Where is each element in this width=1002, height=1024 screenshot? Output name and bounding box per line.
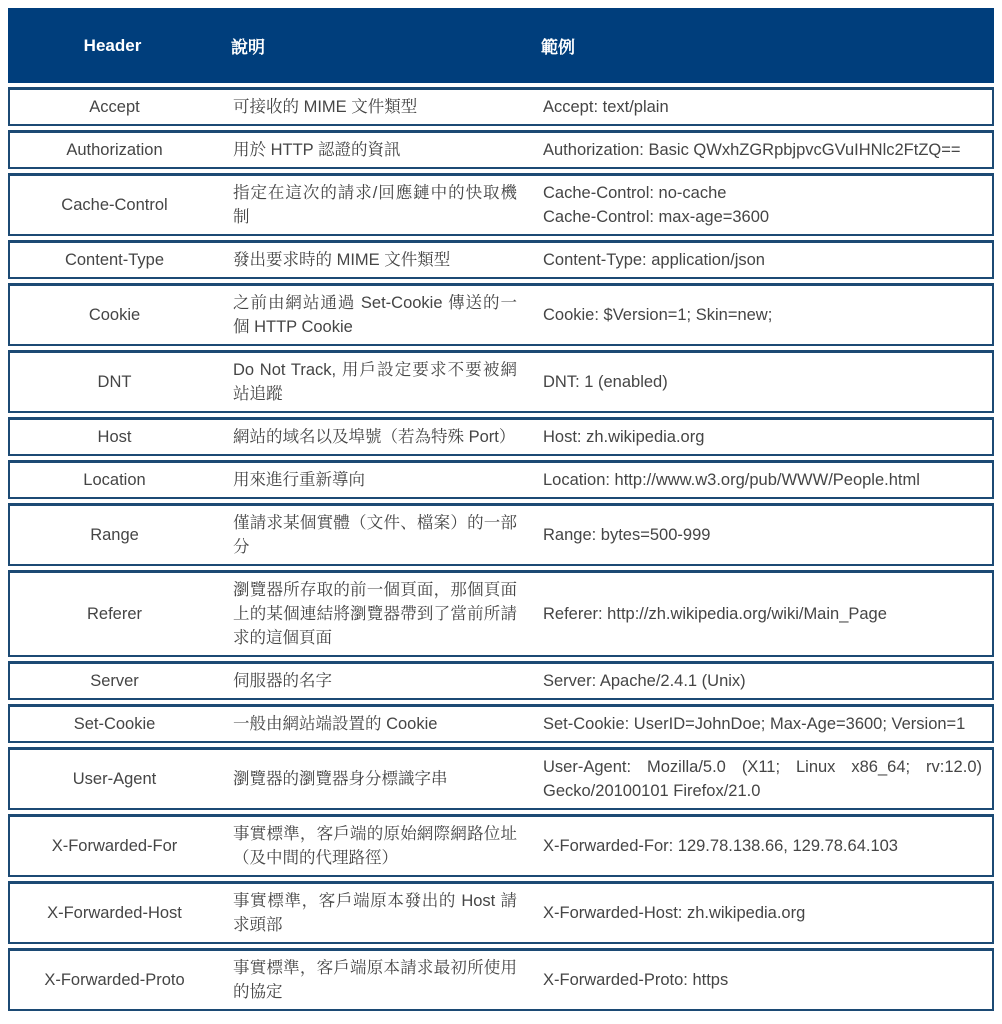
example-line: Accept: text/plain xyxy=(543,98,669,116)
row-header-name: Host xyxy=(97,428,132,446)
table-row xyxy=(8,881,994,944)
row-example xyxy=(527,181,992,229)
column-header-description: 說明 xyxy=(231,38,265,57)
row-header-name: Cache-Control xyxy=(61,196,168,214)
row-description: 瀏覽器的瀏覽器身分標識字串 xyxy=(233,770,448,788)
row-example xyxy=(527,602,992,626)
row-example xyxy=(527,523,992,547)
row-example xyxy=(527,755,992,803)
example-line: X-Forwarded-Host: zh.wikipedia.org xyxy=(543,904,806,922)
row-header-name: Referer xyxy=(86,605,143,623)
table-row xyxy=(8,460,994,499)
column-header-name: Header xyxy=(83,35,142,55)
column-header-example: 範例 xyxy=(541,38,575,57)
row-header-name: Range xyxy=(90,526,139,544)
row-description: 伺服器的名字 xyxy=(233,672,332,690)
row-example xyxy=(527,669,992,693)
row-example xyxy=(527,712,992,736)
row-description: 事實標準，客戶端原本發出的 Host 請求頭部 xyxy=(233,892,517,934)
example-line: Content-Type: application/json xyxy=(543,251,765,269)
table-row xyxy=(8,814,994,877)
example-line: User-Agent: Mozilla/5.0 (X11; Linux x86_64; rv:12.0) Gecko/20100101 Firefox/21.0 xyxy=(543,758,982,800)
row-description: 網站的域名以及埠號（若為特殊 Port） xyxy=(233,428,516,446)
row-header-name: Location xyxy=(83,471,146,489)
table-body xyxy=(8,87,994,1011)
row-description: 可接收的 MIME 文件類型 xyxy=(233,98,418,116)
row-example xyxy=(527,138,992,162)
row-header-name: Server xyxy=(90,672,139,690)
row-description: 之前由網站通過 Set-Cookie 傳送的一個 HTTP Cookie xyxy=(233,294,517,336)
row-header-name: Set-Cookie xyxy=(73,715,156,733)
row-description: 用於 HTTP 認證的資訊 xyxy=(233,141,401,159)
table-row xyxy=(8,661,994,700)
row-description: 一般由網站端設置的 Cookie xyxy=(233,715,438,733)
example-line: Cache-Control: no-cache xyxy=(543,184,727,202)
row-example xyxy=(527,95,992,119)
table-row xyxy=(8,283,994,346)
row-example xyxy=(527,468,992,492)
row-header-name: X-Forwarded-Host xyxy=(47,904,182,922)
example-line: X-Forwarded-Proto: https xyxy=(543,971,729,989)
row-header-name: DNT xyxy=(97,373,132,391)
example-line: Host: zh.wikipedia.org xyxy=(543,428,705,446)
example-line: Cookie: $Version=1; Skin=new; xyxy=(543,306,773,324)
table-row xyxy=(8,417,994,456)
row-header-name: Content-Type xyxy=(64,251,165,269)
row-header-name: X-Forwarded-Proto xyxy=(44,971,185,989)
table-row xyxy=(8,350,994,413)
example-line: Server: Apache/2.4.1 (Unix) xyxy=(543,672,746,690)
row-description: 事實標準，客戶端原本請求最初所使用的協定 xyxy=(233,959,517,1001)
row-header-name: Accept xyxy=(89,98,140,116)
row-header-name: Authorization xyxy=(66,141,163,159)
row-description: 用來進行重新導向 xyxy=(233,471,365,489)
row-header-name: User-Agent xyxy=(72,770,157,788)
example-line: Location: http://www.w3.org/pub/WWW/People.html xyxy=(543,471,920,489)
example-line: DNT: 1 (enabled) xyxy=(543,373,668,391)
row-description: 發出要求時的 MIME 文件類型 xyxy=(233,251,451,269)
table-row xyxy=(8,704,994,743)
example-line: Cache-Control: max-age=3600 xyxy=(543,208,770,226)
table-row xyxy=(8,130,994,169)
row-example xyxy=(527,370,992,394)
table-row xyxy=(8,240,994,279)
row-description: Do Not Track, 用戶設定要求不要被網站追蹤 xyxy=(233,361,517,403)
row-header-name: X-Forwarded-For xyxy=(51,837,178,855)
example-line: Referer: http://zh.wikipedia.org/wiki/Main_Page xyxy=(543,605,887,623)
table-header-row xyxy=(8,8,994,83)
table-row xyxy=(8,503,994,566)
example-line: Range: bytes=500-999 xyxy=(543,526,711,544)
row-example xyxy=(527,303,992,327)
row-description: 事實標準，客戶端的原始網際網路位址（及中間的代理路徑） xyxy=(233,825,517,867)
row-description: 瀏覽器所存取的前一個頁面，那個頁面上的某個連結將瀏覽器帶到了當前所請求的這個頁面 xyxy=(233,581,517,647)
row-description: 僅請求某個實體（文件、檔案）的一部分 xyxy=(233,514,517,556)
row-description: 指定在這次的請求/回應鏈中的快取機制 xyxy=(233,184,517,226)
table-row xyxy=(8,87,994,126)
example-line: Set-Cookie: UserID=JohnDoe; Max-Age=3600; Version=1 xyxy=(543,715,966,733)
table-row xyxy=(8,570,994,657)
row-example xyxy=(527,248,992,272)
row-example xyxy=(527,968,992,992)
table-row xyxy=(8,948,994,1011)
row-example xyxy=(527,425,992,449)
example-line: X-Forwarded-For: 129.78.138.66, 129.78.64.103 xyxy=(543,837,898,855)
row-header-name: Cookie xyxy=(88,306,141,324)
table-row xyxy=(8,747,994,810)
example-line: Authorization: Basic QWxhZGRpbjpvcGVuIHNlc2FtZQ== xyxy=(543,141,961,159)
table-row xyxy=(8,173,994,236)
row-example xyxy=(527,834,992,858)
row-example xyxy=(527,901,992,925)
